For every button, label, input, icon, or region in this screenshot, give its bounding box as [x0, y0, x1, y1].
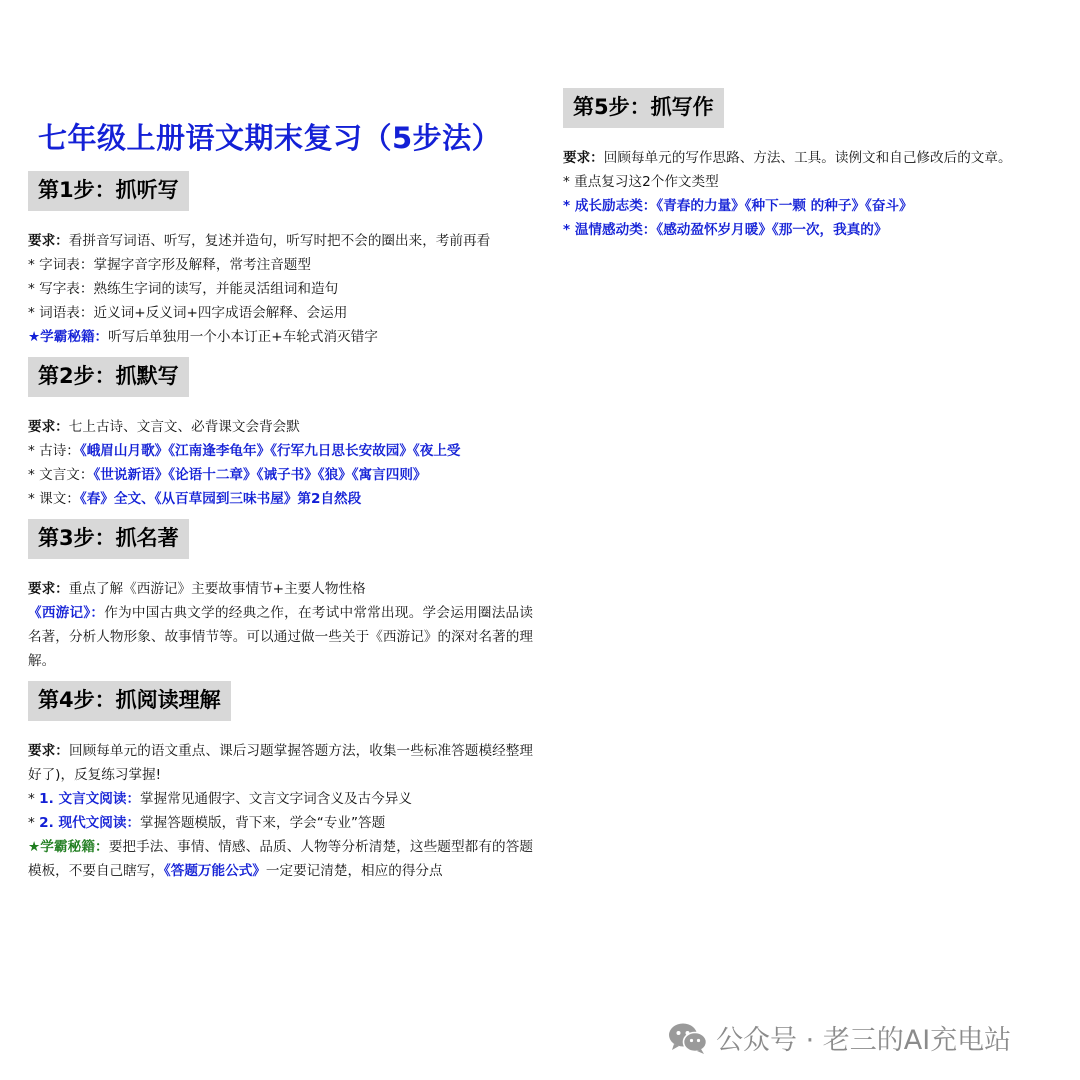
- item-label: 成长励志类：: [574, 198, 657, 214]
- requirement-text: 七上古诗、文言文、必背课文会背会默: [68, 419, 300, 435]
- tip-text: 要把手法、事情、情感、品质、人物等分析清楚，这些题型都有的答题模板，不要自己瞎写，: [28, 839, 533, 879]
- step-4-tip: [28, 835, 533, 883]
- step-5-section: [563, 88, 1063, 242]
- item-prefix: * 古诗：: [28, 443, 80, 459]
- step-5-item-growth: [563, 194, 1063, 218]
- item-value: 掌握常见通假字、文言文字词含义及古今异义: [140, 791, 412, 807]
- step-4-section: [28, 681, 533, 883]
- step-1-requirement: [28, 229, 533, 253]
- step-2-item-texts: [28, 487, 533, 511]
- requirement-label: 要求：: [28, 233, 69, 249]
- requirement-label: 要求：: [28, 743, 69, 759]
- tip-highlight: 《答题万能公式》: [163, 863, 266, 879]
- item-value: 《春》全文、《从百草园到三味书屋》第2自然段: [79, 491, 362, 507]
- item-prefix: *: [28, 791, 40, 807]
- step-4-heading: 第4步：抓阅读理解: [28, 681, 231, 721]
- step-1-line-3: * 词语表：近义词+反义词+四字成语会解释、会运用: [28, 305, 348, 321]
- book-label: 《西游记》：: [28, 605, 105, 621]
- right-column: [563, 88, 1063, 250]
- tip-label: ★学霸秘籍：: [28, 839, 109, 855]
- requirement-text: 看拼音写词语、听写，复述并造句，听写时把不会的圈出来，考前再看: [68, 233, 491, 249]
- item-label: 温情感动类：: [574, 222, 657, 238]
- step-4-requirement: [28, 739, 533, 787]
- tip-label: ★学霸秘籍：: [28, 329, 109, 345]
- step-1-section: [28, 171, 533, 349]
- item-label: 2. 现代文阅读：: [39, 815, 141, 831]
- step-3-heading: 第3步：抓名著: [28, 519, 189, 559]
- item-prefix: * 课文：: [28, 491, 80, 507]
- step-2-section: [28, 357, 533, 511]
- requirement-text: 回顾每单元的语文重点、课后习题掌握答题方法，收集一些标准答题模经整理好了)，反复练习掌握!: [28, 743, 533, 783]
- step-2-item-classical: [28, 463, 533, 487]
- step-1-heading: 第1步：抓听写: [28, 171, 189, 211]
- page-title: 七年级上册语文期末复习（5步法）: [38, 121, 502, 155]
- step-1-line-1: * 字词表：掌握字音字形及解释，常考注音题型: [28, 257, 311, 273]
- item-prefix: *: [563, 222, 575, 238]
- step-3-paragraph: [28, 601, 533, 673]
- item-value: 《峨眉山月歌》《江南逢李龟年》《行军九日思长安故园》《夜上受: [79, 443, 461, 459]
- item-value: 掌握答题模版，背下来，学会“专业”答题: [140, 815, 386, 831]
- step-1-line-2: * 写字表：熟练生字词的读写，并能灵活组词和造句: [28, 281, 339, 297]
- step-5-item-warmth: [563, 218, 1063, 242]
- item-value: 《青春的力量》《种下一颗 的种子》《奋斗》: [656, 198, 913, 214]
- item-value: 《感动盈怀岁月暖》《那一次，我真的》: [656, 222, 888, 238]
- tip-text: 听写后单独用一个小本订正+车轮式消灭错字: [108, 329, 378, 345]
- step-5-heading: 第5步：抓写作: [563, 88, 724, 128]
- step-3-section: [28, 519, 533, 673]
- item-prefix: * 文言文：: [28, 467, 94, 483]
- step-4-item-classical-reading: [28, 787, 533, 811]
- requirement-label: 要求：: [28, 419, 69, 435]
- step-3-requirement: [28, 577, 533, 601]
- requirement-label: 要求：: [563, 150, 604, 166]
- item-label: 1. 文言文阅读：: [39, 791, 141, 807]
- step-2-requirement: [28, 415, 533, 439]
- watermark-text: 公众号 · 老三的AI充电站: [716, 1025, 1012, 1056]
- step-2-heading: 第2步：抓默写: [28, 357, 189, 397]
- item-prefix: *: [563, 198, 575, 214]
- step-5-requirement: [563, 146, 1063, 170]
- item-value: 《世说新语》《论语十二章》《诫子书》《狼》《寓言四则》: [93, 467, 427, 483]
- item-prefix: *: [28, 815, 40, 831]
- step-4-item-modern-reading: [28, 811, 533, 835]
- step-2-item-poems: [28, 439, 533, 463]
- wechat-icon: [668, 1021, 708, 1055]
- step-5-line: * 重点复习这2个作文类型: [563, 174, 719, 190]
- requirement-text: 回顾每单元的写作思路、方法、工具。读例文和自己修改后的文章。: [603, 150, 1012, 166]
- step-1-tip: [28, 325, 533, 349]
- book-description: 作为中国古典文学的经典之作，在考试中常常出现。学会运用圈法品读名著，分析人物形象、故事情节等。可以通过做一些关于《西游记》的深对名著的理解。: [28, 605, 533, 669]
- requirement-text: 重点了解《西游记》主要故事情节+主要人物性格: [68, 581, 366, 597]
- tip-text: 一定要记清楚，相应的得分点: [265, 863, 443, 879]
- watermark: [668, 1018, 1011, 1057]
- requirement-label: 要求：: [28, 581, 69, 597]
- left-column: [28, 116, 533, 891]
